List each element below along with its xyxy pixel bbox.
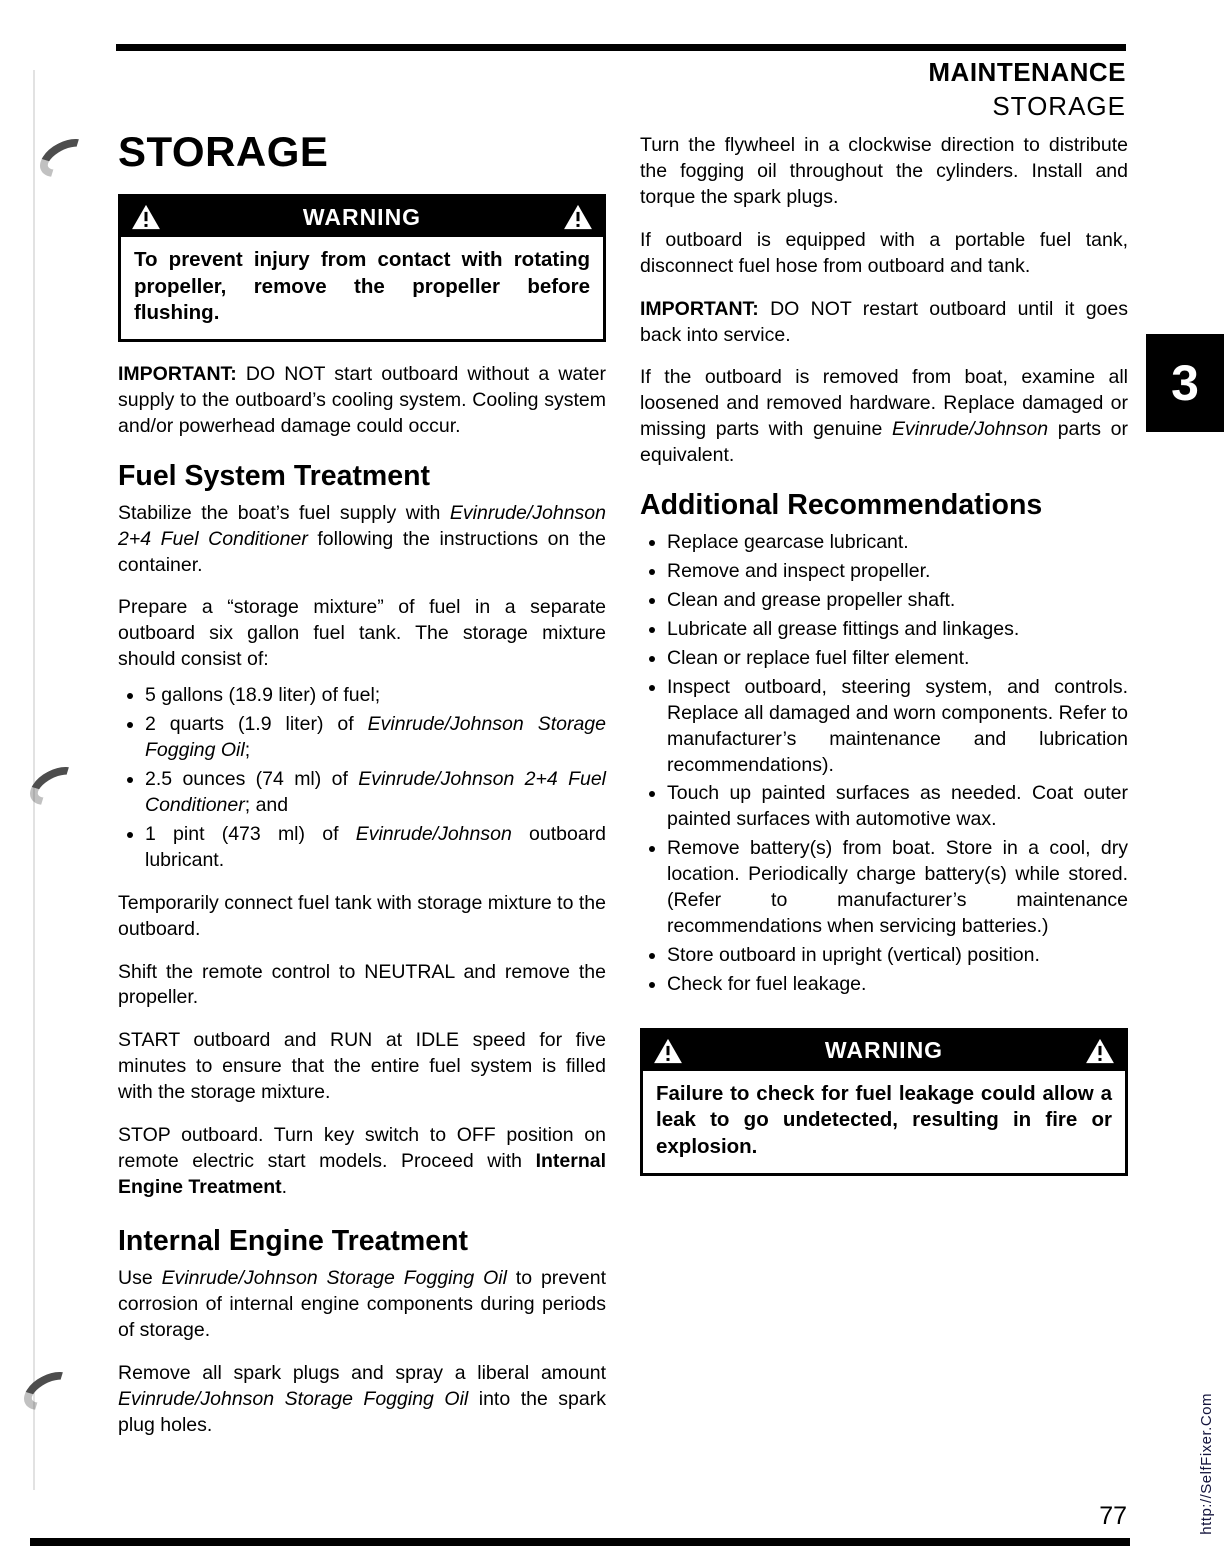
text-run-italic: Evinrude/Johnson Storage Fogging Oil — [145, 713, 606, 762]
text-run-italic: Evinrude/Johnson Storage Fogging Oil — [161, 1266, 507, 1289]
list-item: • Lubricate all grease fittings and linkages. — [667, 617, 1128, 643]
list-item — [145, 683, 606, 709]
paragraph-portable-tank: If outboard is equipped with a portable fuel tank, disconnect fuel hose from outboard and tank. — [640, 228, 1128, 277]
list-item: • Clean or replace fuel filter element. — [667, 646, 1128, 672]
warning-header — [121, 197, 603, 237]
list-item: • Store outboard in upright (vertical) position. — [667, 943, 1128, 969]
paragraph-connect-tank: Temporarily connect fuel tank with storage mixture to the outboard. — [118, 891, 606, 940]
section-heading-additional-recommendations: Additional Recommendations — [640, 489, 1043, 522]
list-item: • Clean and grease propeller shaft. — [667, 588, 1128, 614]
important-label: IMPORTANT: — [640, 297, 759, 320]
text-run: ; — [244, 739, 251, 762]
warning-triangle-icon — [653, 1038, 683, 1064]
text-run: STOP outboard. Turn key switch to OFF position on remote electric start models. Proceed with — [118, 1124, 606, 1173]
text-run-italic: Evinrude/Johnson — [355, 822, 512, 845]
text-run: to prevent corrosion of internal engine components during periods of storage. — [118, 1266, 606, 1341]
text-run: outboard lubricant. — [145, 822, 607, 871]
storage-mixture-list — [118, 683, 606, 873]
text-run: Remove all spark plugs and spray a liberal amount — [118, 1361, 606, 1384]
scan-artifact — [18, 1364, 81, 1418]
list-item: • Touch up painted surfaces as needed. Coat outer painted surfaces with automotive wax. — [667, 781, 1128, 833]
warning-triangle-icon — [1085, 1038, 1115, 1064]
warning-text: To prevent injury from contact with rotating propeller, remove the propeller before flushing. — [134, 248, 590, 325]
text-run-italic: Evinrude/Johnson 2+4 Fuel Conditioner — [145, 767, 606, 816]
text-run: Stabilize the boat’s fuel supply with — [118, 501, 450, 524]
header-rule — [116, 44, 1126, 51]
list-item — [145, 767, 606, 819]
text-run-italic: Evinrude/Johnson — [891, 418, 1049, 441]
paragraph-removed-from-boat — [640, 365, 1128, 469]
list-item — [145, 822, 606, 874]
paragraph-stop-outboard — [118, 1123, 606, 1201]
text-run: into the spark plug holes. — [118, 1387, 606, 1436]
warning-label: WARNING — [824, 1037, 944, 1064]
important-label: IMPORTANT: — [118, 362, 237, 385]
text-run: 5 gallons (18.9 liter) of fuel; — [145, 684, 381, 707]
text-run: 2.5 ounces (74 ml) of — [145, 767, 359, 790]
header-section-title: MAINTENANCE — [928, 57, 1126, 87]
warning-text: Failure to check for fuel leakage could allow a leak to go undetected, resulting in fire or explosion. — [656, 1081, 1112, 1159]
additional-recommendations-list — [640, 530, 1128, 998]
text-run: DO NOT restart outboard until it goes back into service. — [640, 297, 1128, 346]
paragraph-stabilize — [118, 501, 606, 579]
list-item — [145, 712, 606, 764]
warning-box-propeller — [118, 194, 606, 342]
paragraph-prepare-mixture: Prepare a “storage mixture” of fuel in a separate outboard six gallon fuel tank. The storage mixture should consist of: — [118, 596, 606, 671]
text-run-italic: Evinrude/Johnson 2+4 Fuel Conditioner — [118, 501, 606, 550]
list-item: • Check for fuel leakage. — [667, 972, 1128, 998]
list-item: • Remove and inspect propeller. — [667, 559, 1128, 585]
list-item: • Remove battery(s) from boat. Store in a cool, dry location. Periodically charge battery(s) while stored. (Refer to manufacturer’s maintenance recommendations when servicing batteries.) — [667, 836, 1128, 940]
paragraph-use-fogging-oil — [118, 1266, 606, 1344]
text-run: following the instructions on the container. — [118, 527, 606, 576]
warning-label: WARNING — [302, 203, 422, 230]
text-run: Use — [118, 1266, 162, 1289]
header-page-title: STORAGE — [992, 91, 1126, 121]
text-run: If the outboard is removed from boat, examine all loosened and removed hardware. Replace damaged or missing parts with genuine — [640, 366, 1128, 441]
list-item: • Replace gearcase lubricant. — [667, 530, 1128, 556]
section-heading-fuel-system-treatment: Fuel System Treatment — [118, 459, 431, 492]
right-column — [640, 133, 1128, 1196]
text-run: . — [281, 1175, 288, 1198]
text-run: DO NOT start outboard without a water supply to the outboard’s cooling system. Cooling system and/or powerhead damage could occur. — [118, 362, 606, 437]
warning-triangle-icon — [131, 204, 161, 230]
left-column — [118, 128, 606, 1455]
paragraph-important-start — [118, 362, 606, 440]
paragraph-start-run: START outboard and RUN at IDLE speed for five minutes to ensure that the entire fuel system is filled with the storage mixture. — [118, 1029, 606, 1104]
text-run: 2 quarts (1.9 liter) of — [145, 713, 368, 736]
paragraph-remove-spark-plugs — [118, 1361, 606, 1439]
section-heading-internal-engine-treatment: Internal Engine Treatment — [118, 1224, 468, 1257]
warning-header — [643, 1031, 1125, 1071]
text-run: ; and — [244, 793, 289, 816]
watermark-url: http://SelfFixer.Com — [1198, 1393, 1215, 1535]
text-run-bold: Internal Engine Treatment — [118, 1150, 606, 1198]
scan-artifact — [34, 131, 97, 185]
footer-rule — [30, 1538, 1130, 1546]
chapter-tab: 3 — [1146, 334, 1224, 432]
page-header — [928, 57, 1126, 122]
paragraph-important-restart — [640, 297, 1128, 349]
page-number: 77 — [1099, 1502, 1127, 1530]
paragraph-turn-flywheel: Turn the flywheel in a clockwise direction to distribute the fogging oil throughout the cylinders. Install and torque the spark plugs. — [640, 134, 1128, 208]
text-run: 1 pint (473 ml) of — [145, 822, 356, 845]
text-run-italic: Evinrude/Johnson Storage Fogging Oil — [118, 1387, 469, 1410]
text-run: parts or equivalent. — [640, 418, 1129, 467]
list-item: • Inspect outboard, steering system, and controls. Replace all damaged and worn components. Refer to manufacturer’s maintenance and lubrication recommendations). — [667, 675, 1128, 779]
warning-box-fuel-leakage — [640, 1028, 1128, 1176]
page-title: STORAGE — [118, 128, 329, 175]
warning-triangle-icon — [563, 204, 593, 230]
paragraph-shift-neutral: Shift the remote control to NEUTRAL and remove the propeller. — [118, 960, 606, 1009]
